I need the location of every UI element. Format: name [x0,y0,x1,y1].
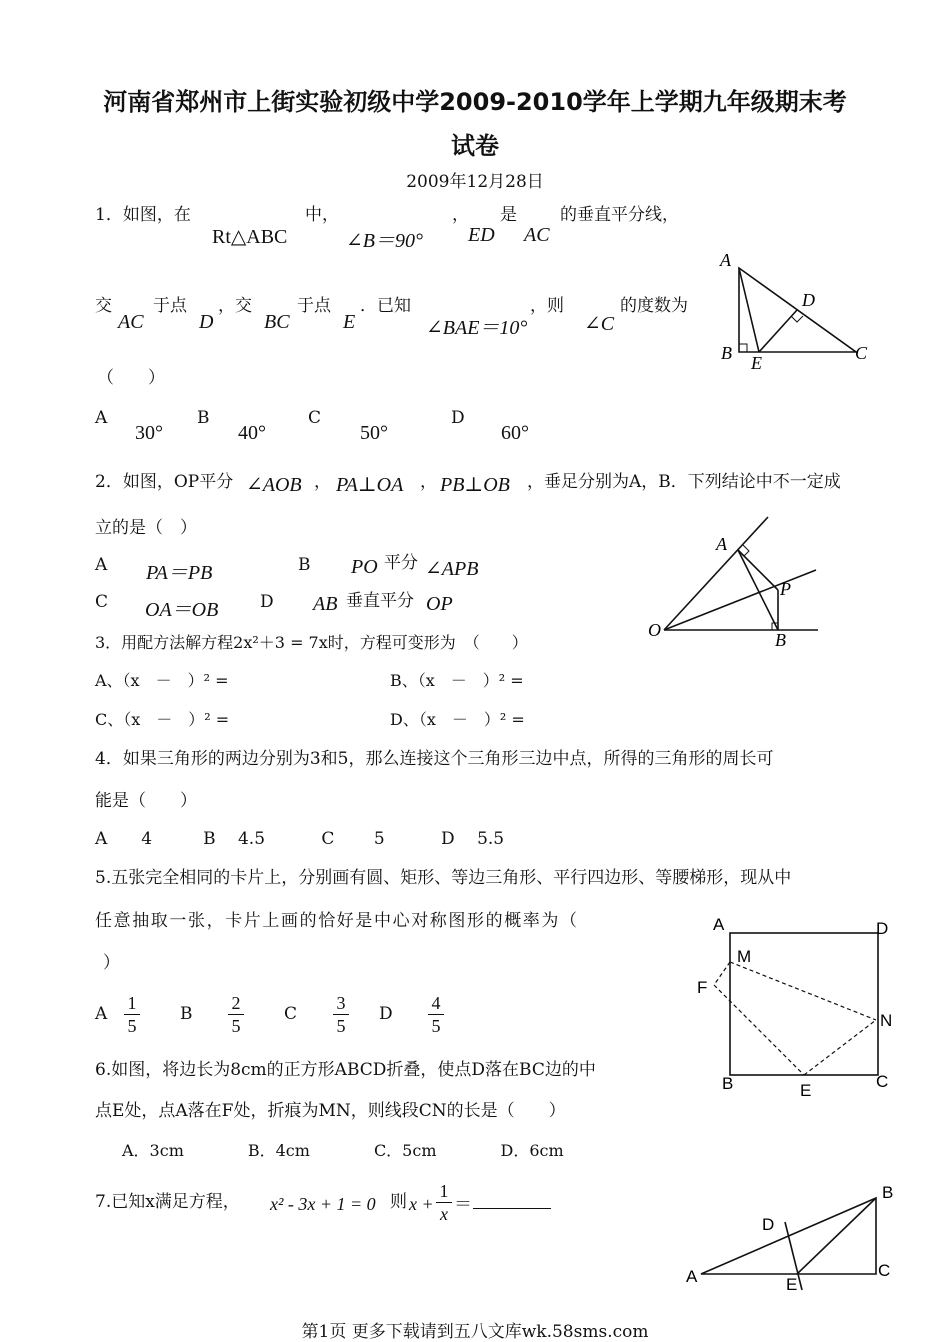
q5-line-1: 5.五张完全相同的卡片上，分别画有圆、矩形、等边三角形、平行四边形、等腰梯形，现从中 [95,868,792,888]
q5-opt-c-label: C [284,1004,298,1024]
q2-segment-ab [738,550,778,630]
q2-pa-perp-oa: PA⊥OA [336,474,404,496]
q1-ed: ED [468,224,495,246]
q2-opt-a-label: A [95,555,108,575]
q5-opt-b-den: 5 [231,1016,241,1036]
q2-text-d: ，垂足分别为A，B．下列结论中不一定成 [527,472,841,492]
q5-opt-b-num: 2 [228,992,244,1015]
q2-text-e: 立的是（ ） [95,518,197,538]
q1-label-d: D [802,290,815,310]
q2-opt-d-label: D [260,592,274,612]
q7-label-b: B [882,1183,894,1202]
exam-date: 2009年12月28日 [406,172,544,192]
q5-line-3: ） [103,953,120,973]
q6-segment-en [804,1020,876,1075]
q1-d: D [199,311,214,333]
title-line-1: 河南省郑州市上街实验初级中学2009-2010学年上学期九年级期末考 [103,88,847,116]
q1-text-c: ， [452,205,469,225]
q3-stem: 3．用配方法解方程2x²＋3 = 7x时，方程可变形为 （ ） [95,633,528,652]
q2-opt-b-label: B [298,555,311,575]
q6-label-e: E [800,1081,812,1100]
q5-line-2: 任意抽取一张，卡片上画的恰好是中心对称图形的概率为（ [95,911,579,931]
q1-text-l: 的度数为 [620,296,688,316]
q7-segment-be [797,1198,876,1274]
q6-label-n: N [880,1011,893,1030]
q1-opt-a-label: A [95,408,108,428]
q6-label-a: A [713,915,725,934]
q3-opt-a: A、（x － ）² = [95,671,229,690]
q1-opt-d: 60° [501,422,529,444]
q7-label-e: E [786,1275,798,1294]
q2-ray-op [664,570,816,630]
q1-angle-b: ∠B＝90° [346,230,423,252]
q4-options: A 4 B 4.5 C 5 D 5.5 [95,829,505,849]
q5-opt-a-label: A [95,1004,108,1024]
q6-segment-mf [714,962,730,985]
q7-text-b: 则 [390,1192,407,1212]
q5-opt-c-num: 3 [333,992,349,1015]
title-line-2: 试卷 [451,132,499,160]
q1-opt-b-label: B [197,408,210,428]
q1-opt-a: 30° [135,422,163,444]
q5-opt-d-num: 4 [428,992,444,1015]
q5-opt-c-den: 5 [336,1016,346,1036]
q6-label-f: F [697,978,708,997]
q2-pb-perp-ob: PB⊥OB [440,474,510,496]
q3-opt-d: D、（x － ）² = [390,710,525,729]
q1-text-i: 于点 [297,296,331,316]
q2-text-b: ， [314,472,331,492]
q2-text-a: 2．如图，OP平分 [95,472,234,492]
q7-label-c: C [878,1261,891,1280]
q6-label-d: D [876,919,889,938]
q1-opt-c: 50° [360,422,388,444]
q2-right-angle-a [743,545,749,556]
q1-e: E [343,311,356,333]
q6-square [730,933,878,1075]
q1-answer-paren: （ ） [97,368,165,388]
q2-opt-d-op: OP [426,593,453,615]
q2-label-p: P [780,579,791,599]
q1-right-angle-d [791,316,803,322]
q3-opt-b: B、（x － ）² = [390,671,524,690]
q1-text-k: ，则 [530,296,564,316]
q4-line-2: 能是（ ） [95,791,197,811]
q1-label-b: B [721,343,732,363]
q5-opt-b-label: B [180,1004,193,1024]
q1-text-f: 交 [95,296,112,316]
q1-text-b: 中， [305,205,339,225]
q6-line-2: 点E处，点A落在F处，折痕为MN，则线段CN的长是（ ） [95,1101,566,1121]
q1-figure [739,268,856,352]
q2-text-c: ， [420,472,437,492]
q2-label-a: A [716,534,727,554]
q1-rt-abc: Rt△ABC [212,226,288,248]
q2-angle-aob: ∠AOB [246,474,302,496]
q5-opt-d-label: D [379,1004,393,1024]
q1-opt-b: 40° [238,422,266,444]
q2-label-o: O [648,620,661,640]
q1-opt-c-label: C [308,408,322,428]
q2-label-b: B [775,630,786,650]
q1-ac: AC [524,224,550,246]
q7-equals: ＝ [454,1194,472,1214]
q1-label-e: E [751,353,762,373]
q6-segment-fe [714,985,804,1075]
q7-frac-num: 1 [436,1180,452,1203]
q1-right-angle-b [739,344,747,352]
q1-label-a: A [720,250,731,270]
q7-label-a: A [686,1267,698,1286]
q1-ac2: AC [118,311,144,333]
q2-opt-a: PA＝PB [146,562,213,584]
q1-text-e: 的垂直平分线， [560,205,679,225]
q1-opt-d-label: D [451,408,465,428]
q2-opt-b-po: PO [351,556,378,578]
q7-frac-den: x [440,1204,448,1224]
q7-equation: x² - 3x + 1 = 0 [270,1194,376,1214]
q2-opt-d-ab: AB [313,593,338,615]
q1-angle-bae: ∠BAE＝10° [426,317,528,339]
q1-text-a: 1．如图，在 [95,205,191,225]
q1-text-d: 是 [500,205,517,225]
q1-text-g: 于点 [153,296,187,316]
q1-bc: BC [264,311,290,333]
q5-opt-a-num: 1 [124,992,140,1015]
q2-figure [664,517,818,630]
q6-label-b: B [722,1074,734,1093]
q6-label-c: C [876,1072,889,1091]
q5-opt-d-den: 5 [431,1016,441,1036]
q6-label-m: M [737,947,752,966]
q2-opt-b-text: 平分 [384,553,418,573]
q1-text-h: ，交 [218,296,252,316]
q3-opt-c: C、（x － ）² = [95,710,230,729]
q2-opt-c-label: C [95,592,109,612]
q1-label-c: C [855,343,868,363]
q4-line-1: 4．如果三角形的两边分别为3和5，那么连接这个三角形三边中点，所得的三角形的周长可 [95,749,774,769]
q2-opt-d-text: 垂直平分 [346,591,414,611]
q2-opt-c: OA＝OB [145,599,219,621]
q7-text-a: 7.已知x满足方程， [95,1192,240,1212]
q6-options: A．3cm B．4cm C．5cm D．6cm [122,1141,564,1160]
q6-crease-mn [730,962,876,1020]
q7-x-plus: x + [409,1194,434,1214]
q1-angle-c: ∠C [584,313,615,335]
q2-opt-b-angle: ∠APB [425,558,479,580]
page-footer: 第1页 更多下载请到五八文库wk.58sms.com [301,1322,649,1342]
q1-text-j: ．已知 [360,296,411,316]
q5-opt-a-den: 5 [127,1016,137,1036]
q7-label-d: D [762,1215,775,1234]
q6-line-1: 6.如图，将边长为8cm的正方形ABCD折叠，使点D落在BC边的中 [95,1060,596,1080]
